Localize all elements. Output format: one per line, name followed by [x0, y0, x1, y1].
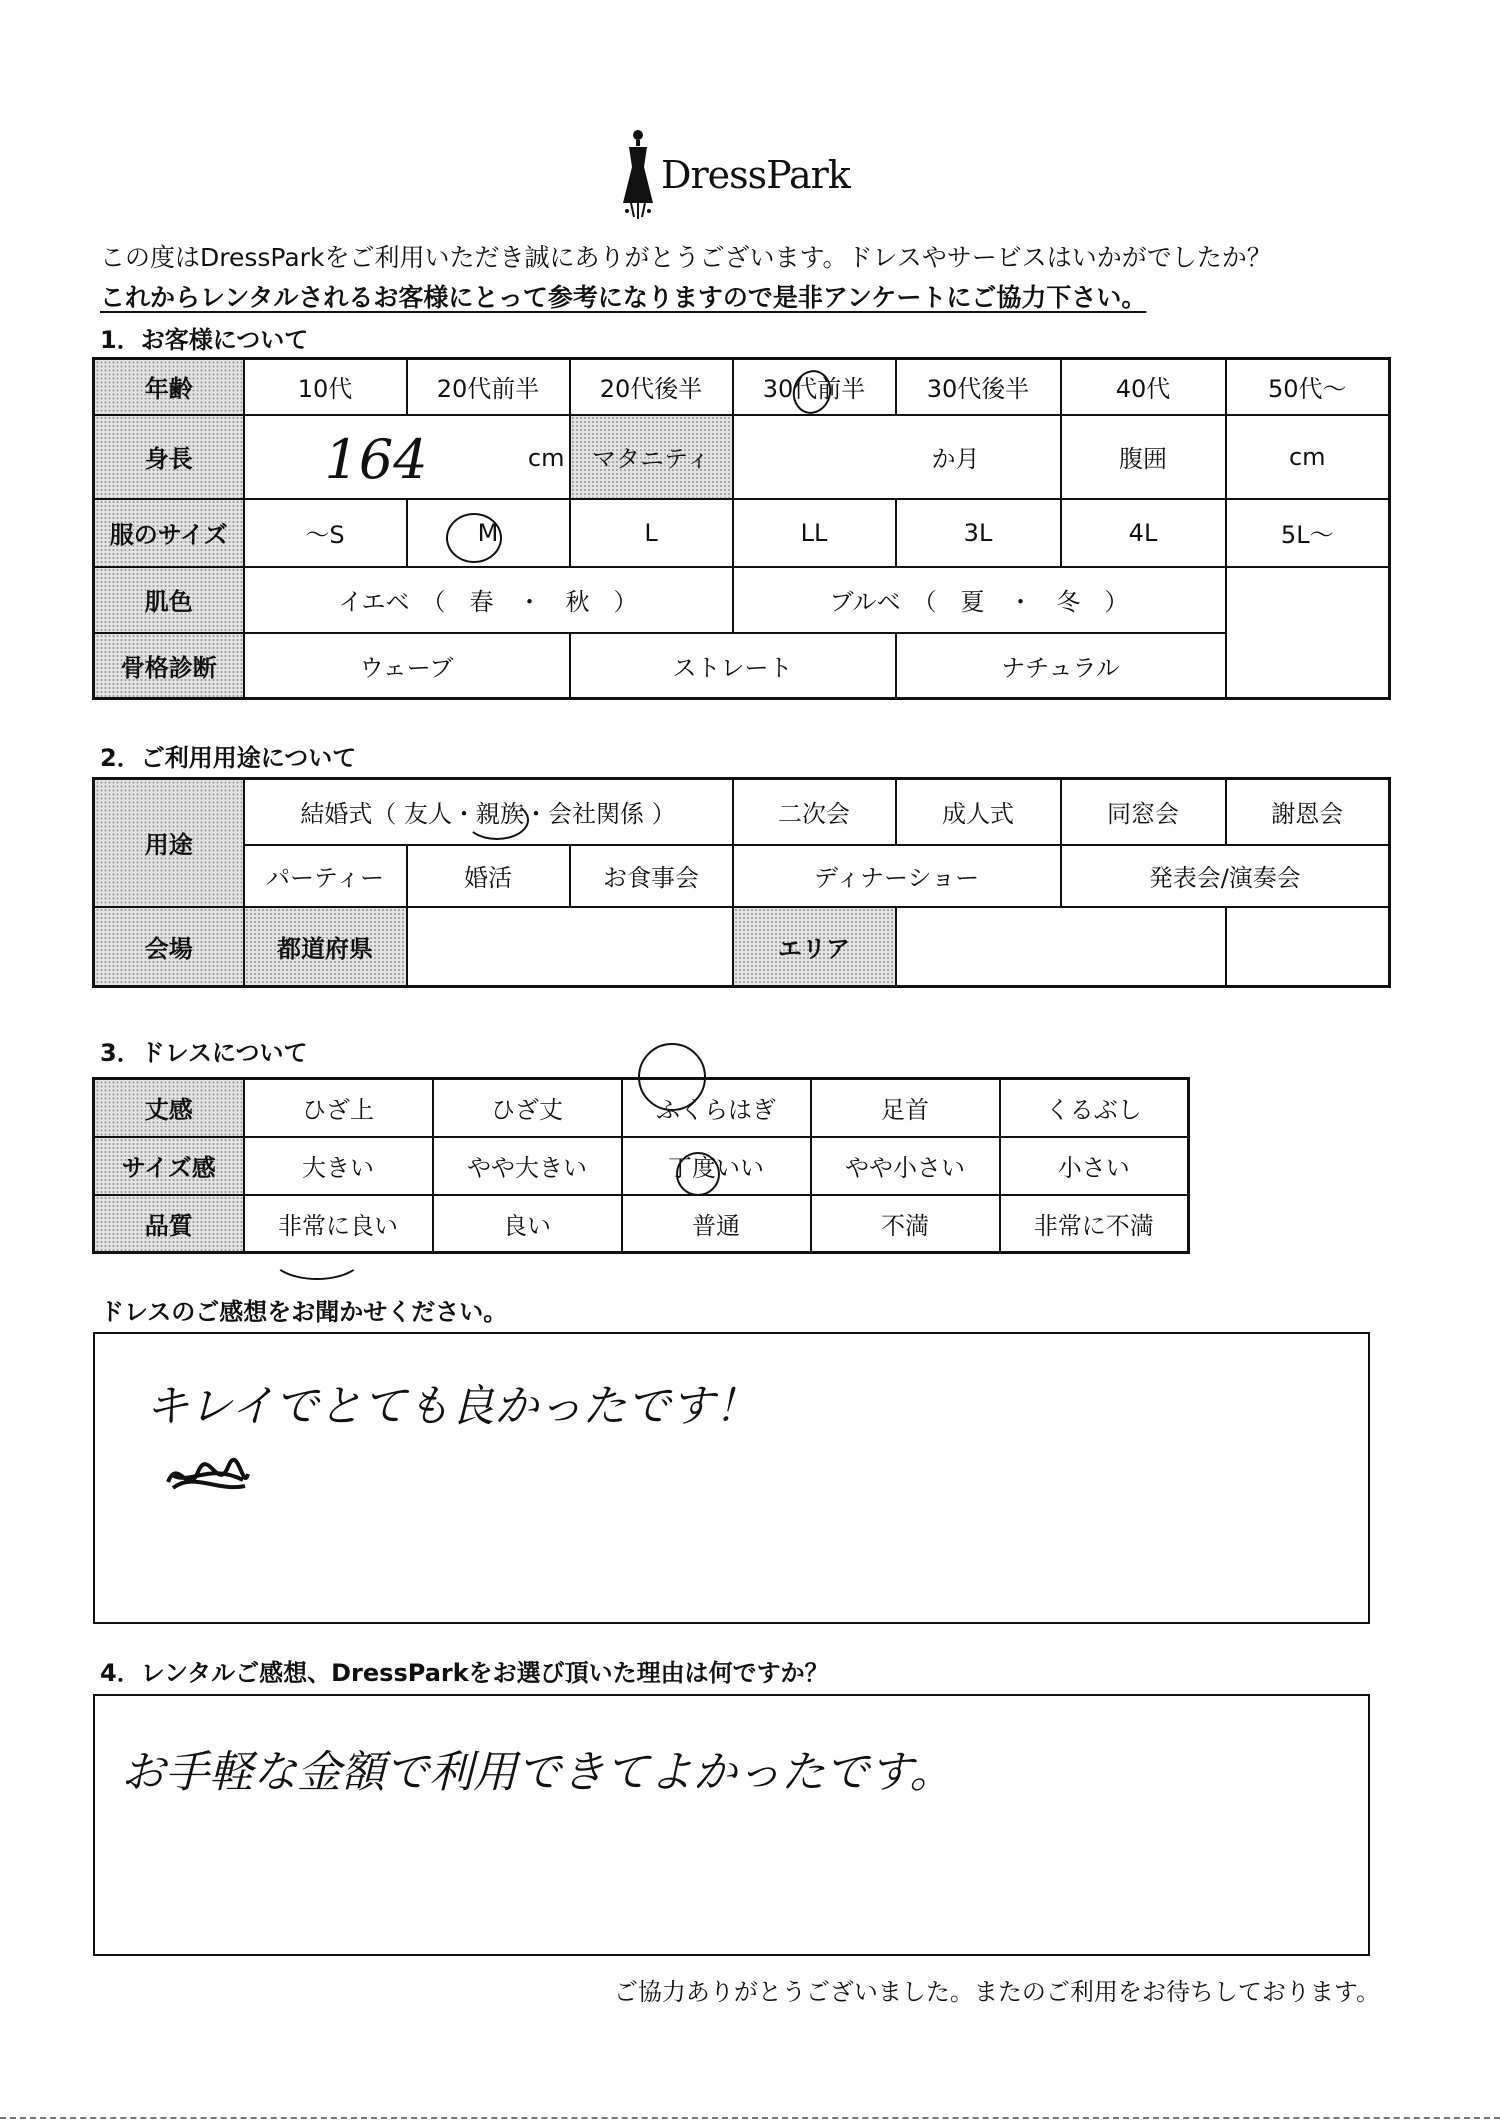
quality-option[interactable]: 不満 [811, 1195, 1000, 1253]
quality-row [94, 1195, 1189, 1253]
venue-row [94, 907, 1390, 987]
venue-label: 会場 [94, 907, 244, 987]
purpose-option[interactable]: 発表会/演奏会 [1061, 845, 1390, 907]
height-label: 身長 [94, 415, 244, 499]
age-option[interactable]: 20代後半 [570, 359, 733, 415]
section4-title: 4．レンタルご感想、DressParkをお選び頂いた理由は何ですか？ [100, 1659, 829, 1687]
selection-circle-length [638, 1043, 706, 1111]
quality-option[interactable]: 非常に不満 [1000, 1195, 1189, 1253]
size-option[interactable]: L [570, 499, 733, 567]
prefecture-label: 都道府県 [244, 907, 407, 987]
size-option[interactable]: 4L [1061, 499, 1226, 567]
body-type-row [94, 633, 1390, 699]
body-type-label: 骨格診断 [94, 633, 244, 699]
purpose-option[interactable]: 婚活 [407, 845, 570, 907]
age-option[interactable]: 30代後半 [896, 359, 1061, 415]
skin-blue-option[interactable]: ブルベ （ 夏 ・ 冬 ） [733, 567, 1226, 633]
size-row [94, 499, 1390, 567]
age-label: 年齢 [94, 359, 244, 415]
fit-option[interactable]: 大きい [244, 1137, 433, 1195]
maternity-label: マタニティ [570, 415, 733, 499]
intro-request: これからレンタルされるお客様にとって参考になりますので是非アンケートにご協力下さい。 [100, 283, 1147, 312]
dress-table [92, 1077, 1190, 1254]
waist-unit: cm [1288, 442, 1326, 471]
fit-row [94, 1137, 1189, 1195]
selection-circle-fit [676, 1152, 720, 1196]
scribble-icon [163, 1452, 253, 1498]
purpose-option[interactable]: 成人式 [896, 779, 1061, 845]
skin-label: 肌色 [94, 567, 244, 633]
fit-option-selected[interactable]: 丁度いい [622, 1137, 811, 1195]
quality-label: 品質 [94, 1195, 244, 1253]
prefecture-field[interactable] [407, 907, 733, 987]
fit-label: サイズ感 [94, 1137, 244, 1195]
size-option[interactable]: ～S [244, 499, 407, 567]
month-unit: か月 [931, 445, 980, 473]
section2-title: 2．ご利用用途について [100, 744, 357, 772]
height-row [94, 415, 1390, 499]
purpose-option-selected[interactable]: 結婚式（ 友人・親族・会社関係 ） [244, 779, 733, 845]
waist-field[interactable] [1226, 415, 1390, 499]
size-option-selected[interactable]: M [407, 499, 570, 567]
dress-comment-text: キレイでとても良かったです！ [145, 1381, 759, 1432]
age-option[interactable]: 50代～ [1226, 359, 1390, 415]
customer-table [92, 357, 1391, 700]
size-label: 服のサイズ [94, 499, 244, 567]
selection-circle-size [446, 513, 502, 563]
age-row [94, 359, 1390, 415]
skin-yellow-option[interactable]: イエベ （ 春 ・ 秋 ） [244, 567, 733, 633]
purpose-table [92, 777, 1391, 988]
dresspark-logo [615, 125, 865, 225]
size-option[interactable]: 5L～ [1226, 499, 1390, 567]
height-field[interactable] [244, 415, 570, 499]
brand-name: DressPark [661, 153, 850, 197]
purpose-option[interactable]: ディナーショー [733, 845, 1061, 907]
area-label: エリア [733, 907, 896, 987]
body-type-option[interactable]: ストレート [570, 633, 896, 699]
area-field[interactable] [896, 907, 1226, 987]
thanks-text: ご協力ありがとうございました。またのご利用をお待ちしております。 [613, 1978, 1380, 2006]
rental-comment-text: お手軽な金額で利用できてよかったです。 [121, 1747, 954, 1798]
selection-mark-purpose [465, 800, 529, 840]
rental-comment-box[interactable] [93, 1694, 1370, 1956]
body-type-option[interactable]: ナチュラル [896, 633, 1226, 699]
empty-cell [1226, 633, 1390, 699]
purpose-option[interactable]: 謝恩会 [1226, 779, 1390, 845]
quality-option-selected[interactable]: 非常に良い [244, 1195, 433, 1253]
dress-silhouette-icon [615, 125, 661, 225]
age-option[interactable]: 20代前半 [407, 359, 570, 415]
dress-comment-prompt: ドレスのご感想をお聞かせください。 [100, 1298, 508, 1326]
fit-option[interactable]: 小さい [1000, 1137, 1189, 1195]
height-value: 164 [324, 427, 428, 491]
length-option-selected[interactable]: ふくらはぎ [622, 1079, 811, 1137]
length-option[interactable]: ひざ上 [244, 1079, 433, 1137]
height-unit: cm [527, 443, 565, 472]
age-option[interactable]: 40代 [1061, 359, 1226, 415]
intro-text: この度はDressParkをご利用いただき誠にありがとうございます。ドレスやサービスはいかがでしたか？ [100, 243, 1272, 272]
age-option[interactable]: 10代 [244, 359, 407, 415]
dress-comment-box[interactable] [93, 1332, 1370, 1624]
size-option[interactable]: 3L [896, 499, 1061, 567]
fit-option[interactable]: やや小さい [811, 1137, 1000, 1195]
quality-option[interactable]: 普通 [622, 1195, 811, 1253]
length-option[interactable]: くるぶし [1000, 1079, 1189, 1137]
empty-cell [1226, 907, 1390, 987]
quality-option[interactable]: 良い [433, 1195, 622, 1253]
age-option-selected[interactable]: 30代前半 [733, 359, 896, 415]
length-option[interactable]: 足首 [811, 1079, 1000, 1137]
purpose-row-2 [94, 845, 1390, 907]
purpose-option[interactable]: お食事会 [570, 845, 733, 907]
maternity-month-field[interactable] [733, 415, 1061, 499]
length-label: 丈感 [94, 1079, 244, 1137]
fit-option[interactable]: やや大きい [433, 1137, 622, 1195]
purpose-label: 用途 [94, 779, 244, 907]
section3-title: 3．ドレスについて [100, 1039, 308, 1067]
length-option[interactable]: ひざ丈 [433, 1079, 622, 1137]
section1-title: 1．お客様について [100, 326, 309, 354]
skin-row [94, 567, 1390, 633]
waist-label: 腹囲 [1061, 415, 1226, 499]
purpose-option[interactable]: パーティー [244, 845, 407, 907]
empty-cell [1226, 567, 1390, 633]
purpose-option[interactable]: 同窓会 [1061, 779, 1226, 845]
body-type-option[interactable]: ウェーブ [244, 633, 570, 699]
selection-mark-quality [270, 1232, 364, 1280]
size-option[interactable]: LL [733, 499, 896, 567]
purpose-row-1 [94, 779, 1390, 845]
page-edge-line [0, 2117, 1500, 2119]
purpose-option[interactable]: 二次会 [733, 779, 896, 845]
